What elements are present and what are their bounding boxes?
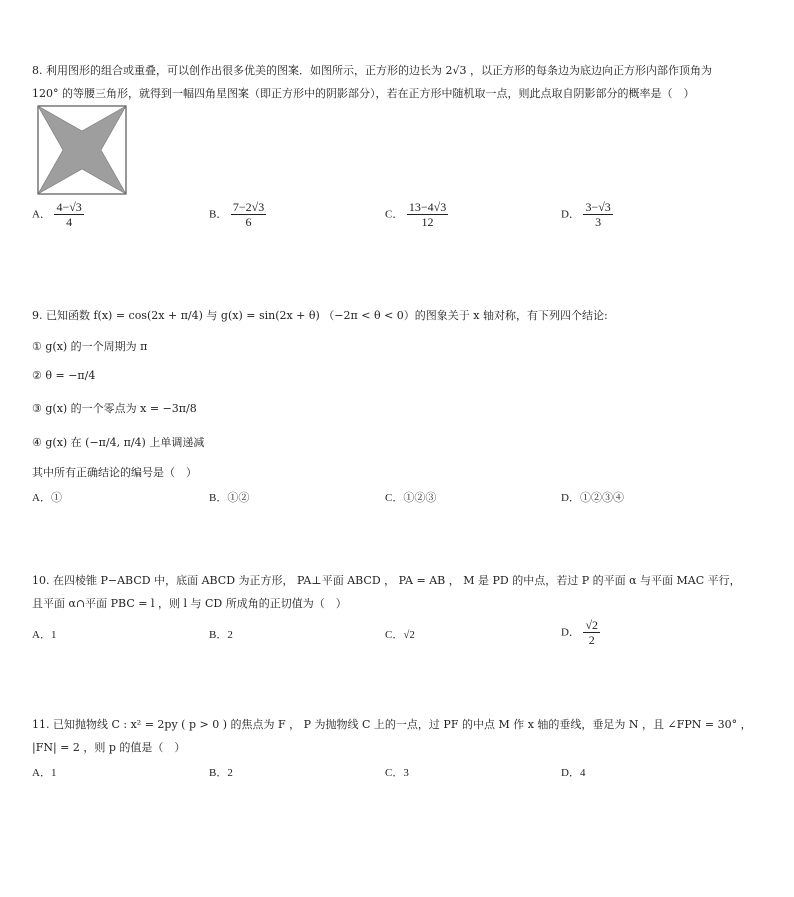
q9-option-d[interactable] <box>561 489 624 505</box>
option-letter: A． <box>32 767 51 779</box>
q8-option-d[interactable] <box>561 200 613 229</box>
denominator: 3 <box>595 215 602 229</box>
q9-option-c[interactable] <box>385 489 436 505</box>
q10-line1: 10. 在四棱锥 P−ABCD 中，底面 ABCD 为正方形， PA⊥平面 ABCD ， PA = AB ， M 是 PD 的中点，若过 P 的平面 α 与平面 MAC 平行， <box>32 574 741 587</box>
option-letter: D． <box>561 492 580 504</box>
four-pointed-star-figure <box>37 105 127 195</box>
q9-option-b[interactable] <box>209 489 249 505</box>
option-letter: C． <box>385 767 404 779</box>
option-text: 1 <box>50 767 57 779</box>
q11-option-c[interactable] <box>385 764 409 780</box>
q9-statement-1: ① g(x) 的一个周期为 π <box>32 340 148 353</box>
q9-statement-3: ③ g(x) 的一个零点为 x = −3π/8 <box>32 402 197 415</box>
option-letter: B． <box>209 208 228 221</box>
q10-option-d[interactable] <box>561 618 600 647</box>
q11-line1: 11. 已知抛物线 C : x² = 2py ( p > 0 ) 的焦点为 F ， P 为抛物线 C 上的一点，过 PF 的中点 M 作 x 轴的垂线，垂足为 N ，且 ∠FPN = 30° ， <box>32 718 752 731</box>
fraction <box>231 200 266 229</box>
option-text: 3 <box>403 767 409 779</box>
q8-line2: 120° 的等腰三角形，就得到一幅四角星图案（即正方形中的阴影部分），若在正方形中随机取一点，则此点取自阴影部分的概率是（ ） <box>32 87 695 100</box>
option-letter: B． <box>209 629 228 641</box>
numerator: 7−2√3 <box>232 200 265 214</box>
q9-ask: 其中所有正确结论的编号是（ ） <box>32 466 197 479</box>
option-text: √2 <box>403 629 415 641</box>
q8-line1: 8. 利用图形的组合或重叠，可以创作出很多优美的图案．如图所示，正方形的边长为 2√3 ，以正方形的每条边为底边向正方形内部作顶角为 <box>32 64 712 77</box>
q10-option-b[interactable] <box>209 626 233 642</box>
q11-option-a[interactable] <box>32 764 56 780</box>
denominator: 4 <box>66 215 73 229</box>
denominator: 2 <box>588 633 595 647</box>
q11-option-d[interactable] <box>561 764 585 780</box>
option-letter: A． <box>32 492 51 504</box>
fraction <box>54 200 83 229</box>
option-text: 1 <box>50 629 57 641</box>
option-letter: C． <box>385 492 404 504</box>
numerator: 4−√3 <box>56 200 82 214</box>
option-letter: D． <box>561 208 580 221</box>
option-letter: C． <box>385 208 404 221</box>
denominator: 6 <box>245 215 252 229</box>
option-letter: D． <box>561 626 580 639</box>
q9-statement-4: ④ g(x) 在 (−π/4, π/4) 上单调递减 <box>32 436 205 449</box>
option-letter: D． <box>561 767 580 779</box>
q8-option-a[interactable] <box>32 200 84 229</box>
q11-option-b[interactable] <box>209 764 233 780</box>
numerator: 3−√3 <box>585 200 611 214</box>
fraction <box>583 200 612 229</box>
option-letter: B． <box>209 492 228 504</box>
option-text: 4 <box>579 767 586 779</box>
fraction <box>583 618 600 647</box>
option-text: ①② <box>227 492 250 504</box>
denominator: 12 <box>421 215 434 229</box>
option-letter: C． <box>385 629 404 641</box>
option-text: 2 <box>227 629 233 641</box>
fraction <box>407 200 448 229</box>
option-letter: A． <box>32 629 51 641</box>
q10-option-a[interactable] <box>32 626 56 642</box>
q8-option-b[interactable] <box>209 200 266 229</box>
q9-option-a[interactable] <box>32 489 62 505</box>
option-letter: B． <box>209 767 228 779</box>
option-text: ① <box>50 492 62 504</box>
q9-line1: 9. 已知函数 f(x) = cos(2x + π/4) 与 g(x) = sin(2x + θ) （−2π < θ < 0）的图象关于 x 轴对称，有下列四个结论: <box>32 309 608 322</box>
q10-line2: 且平面 α∩平面 PBC = l ，则 l 与 CD 所成角的正切值为（ ） <box>32 597 347 610</box>
q8-option-c[interactable] <box>385 200 448 229</box>
numerator: √2 <box>585 618 599 632</box>
q11-line2: |FN| = 2 ，则 p 的值是（ ） <box>32 741 186 754</box>
numerator: 13−4√3 <box>408 200 447 214</box>
q10-option-c[interactable] <box>385 626 415 642</box>
q9-statement-2: ② θ = −π/4 <box>32 369 96 382</box>
option-text: 2 <box>227 767 233 779</box>
option-letter: A． <box>32 208 51 221</box>
option-text: ①②③④ <box>579 492 624 504</box>
option-text: ①②③ <box>403 492 437 504</box>
